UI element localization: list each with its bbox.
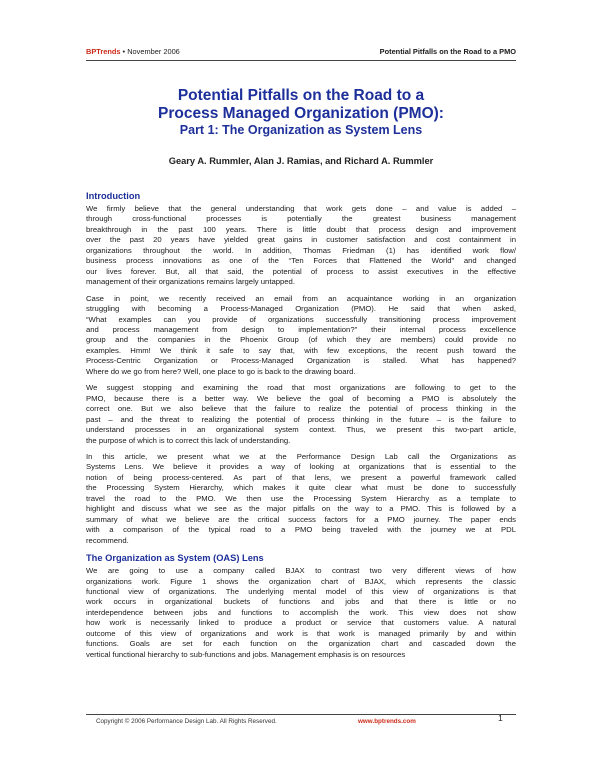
text-line: Where do we go from here? Well, one place to go is back to the drawing board. bbox=[86, 366, 356, 376]
text-line: business process innovations as one of the “Ten Forces that Flattened the World” and changed bbox=[86, 256, 516, 266]
text-line: functional view of organizations. The underlying mental model of this view of organizations is that bbox=[86, 586, 516, 596]
text-line: organizations throughout the world. In addition, Thomas Friedman (1) has identified work flow/ bbox=[86, 245, 516, 255]
text-line: management of their organizations remains largely untapped. bbox=[86, 277, 295, 287]
title-line-2: Process Managed Organization (PMO): bbox=[158, 105, 444, 122]
text-line: summary of what we believe are the critical success factors for a PMO journey. The paper ends bbox=[86, 514, 516, 524]
text-line: struggling with becoming a Process-Managed Organization (PMO). He said that when asked, bbox=[86, 304, 516, 314]
text-line: We firmly believe that the general understanding that work gets done – and value is added – bbox=[86, 204, 516, 213]
text-line: the Processing System Hierarchy, which makes it quite clear what must be done to successfully bbox=[86, 483, 516, 493]
text-line: our lives forever. But, all that said, the potential of process to assist executives in the effective bbox=[86, 266, 516, 276]
paragraph-4 bbox=[86, 452, 516, 546]
text-line: “What examples can you provide of organizations successfully transitioning process improvement bbox=[86, 314, 516, 324]
text-line: and process management from design to implementation?” their internal process excellence bbox=[86, 324, 516, 334]
copyright: Copyright © 2006 Performance Design Lab. All Rights Reserved. bbox=[96, 718, 277, 725]
text-line: Case in point, we recently received an email from an acquaintance working in an organization bbox=[86, 293, 516, 303]
text-line: through cross-functional processes is potentially the greatest business management bbox=[86, 214, 516, 224]
text-line: notion of being process-centered. As part of that lens, we present a powerful framework called bbox=[86, 472, 516, 482]
text-line: Process-Centric Organization or Process-Managed Organization is stalled. What has happened? bbox=[86, 356, 516, 366]
text-line: breakthrough in the past 100 years. There is little doubt that process design and improvement bbox=[86, 224, 516, 234]
paragraph-5 bbox=[86, 566, 516, 660]
running-header bbox=[86, 47, 516, 56]
text-line: how work is necessarily linked to produce a product or service that customers value. A natural bbox=[86, 618, 516, 628]
header-date: November 2006 bbox=[127, 47, 180, 56]
paragraph-2 bbox=[86, 294, 516, 378]
subtitle: Part 1: The Organization as System Lens bbox=[179, 123, 423, 137]
text-line: the purpose of which is to correct this lack of understanding. bbox=[86, 435, 291, 445]
header-divider bbox=[86, 60, 516, 61]
page-number: 1 bbox=[498, 713, 503, 723]
text-line: functions. Goals are set for each function on the organization chart and cascaded down the bbox=[86, 639, 516, 649]
text-line: interdependence between jobs and functions to accomplish the work. This view does not show bbox=[86, 607, 516, 617]
paragraph-1 bbox=[86, 204, 516, 288]
text-line: We are going to use a company called BJAX to contrast two very different views of how bbox=[86, 566, 516, 576]
text-line: Systems Lens. We believe it provides a way of looking at organizations that is essential to the bbox=[86, 462, 516, 472]
text-line: over the past 20 years have yielded great gains in customer satisfaction and cost containment in bbox=[86, 235, 516, 245]
text-line: travel the road to the PMO. We then use the Processing System Hierarchy as a template to bbox=[86, 493, 516, 503]
text-line: We suggest stopping and examining the road that most organizations are following to get to the bbox=[86, 383, 516, 393]
article-body bbox=[86, 190, 516, 666]
text-line: In this article, we present what we at the Performance Design Lab call the Organizations as bbox=[86, 451, 516, 461]
text-line: recommend. bbox=[86, 535, 129, 545]
text-line: PMO, because there is a better way. We believe the goal of becoming a PMO is absolutely the bbox=[86, 393, 516, 403]
brand-name: BPTrends bbox=[86, 47, 121, 56]
text-line: with a comparison of the typical road to a PMO being traveled with the journey we at PDL bbox=[86, 525, 516, 535]
text-line: vertical functional hierarchy to sub-functions and jobs. Management emphasis is on resources bbox=[86, 649, 406, 659]
running-title: Potential Pitfalls on the Road to a PMO bbox=[379, 47, 516, 56]
section-heading-oas-lens: The Organization as System (OAS) Lens bbox=[86, 553, 264, 564]
title-line-1: Potential Pitfalls on the Road to a bbox=[177, 87, 425, 104]
website-link[interactable]: www.bptrends.com bbox=[358, 718, 416, 725]
text-line: organizations work. Figure 1 shows the organization chart of BJAX, which represents the classic bbox=[86, 576, 516, 586]
text-line: past – and the threat to realizing the potential of process thinking in the future – is the failure to bbox=[86, 414, 516, 424]
section-heading-introduction: Introduction bbox=[86, 191, 141, 201]
text-line: outcome of this view of organizations and work is that work is managed primarily by and within bbox=[86, 628, 516, 638]
text-line: group and the companies in the Phoenix Group (of which they are members) could provide no bbox=[86, 335, 516, 345]
header-left: BPTrends • November 2006 bbox=[86, 47, 180, 56]
footer bbox=[96, 713, 516, 725]
paragraph-3 bbox=[86, 383, 516, 446]
text-line: work occurs in organizational buckets of functions and jobs and that there is little or no bbox=[86, 597, 516, 607]
title-block bbox=[86, 87, 516, 138]
authors: Geary A. Rummler, Alan J. Ramias, and Richard A. Rummler bbox=[168, 156, 434, 166]
text-line: correct one. But we also believe that the failure to realize the potential of process thinking in the bbox=[86, 404, 516, 414]
text-line: highlight and discuss what we see as the major pitfalls on the way to a PMO. This is followed by a bbox=[86, 504, 516, 514]
text-line: understand processes in an organizational system context. Thus, we present this two-part article, bbox=[86, 425, 516, 435]
text-line: examples. Hmm! We think it safe to say that, with few exceptions, the recent push toward the bbox=[86, 345, 516, 355]
footer-divider bbox=[86, 714, 516, 715]
